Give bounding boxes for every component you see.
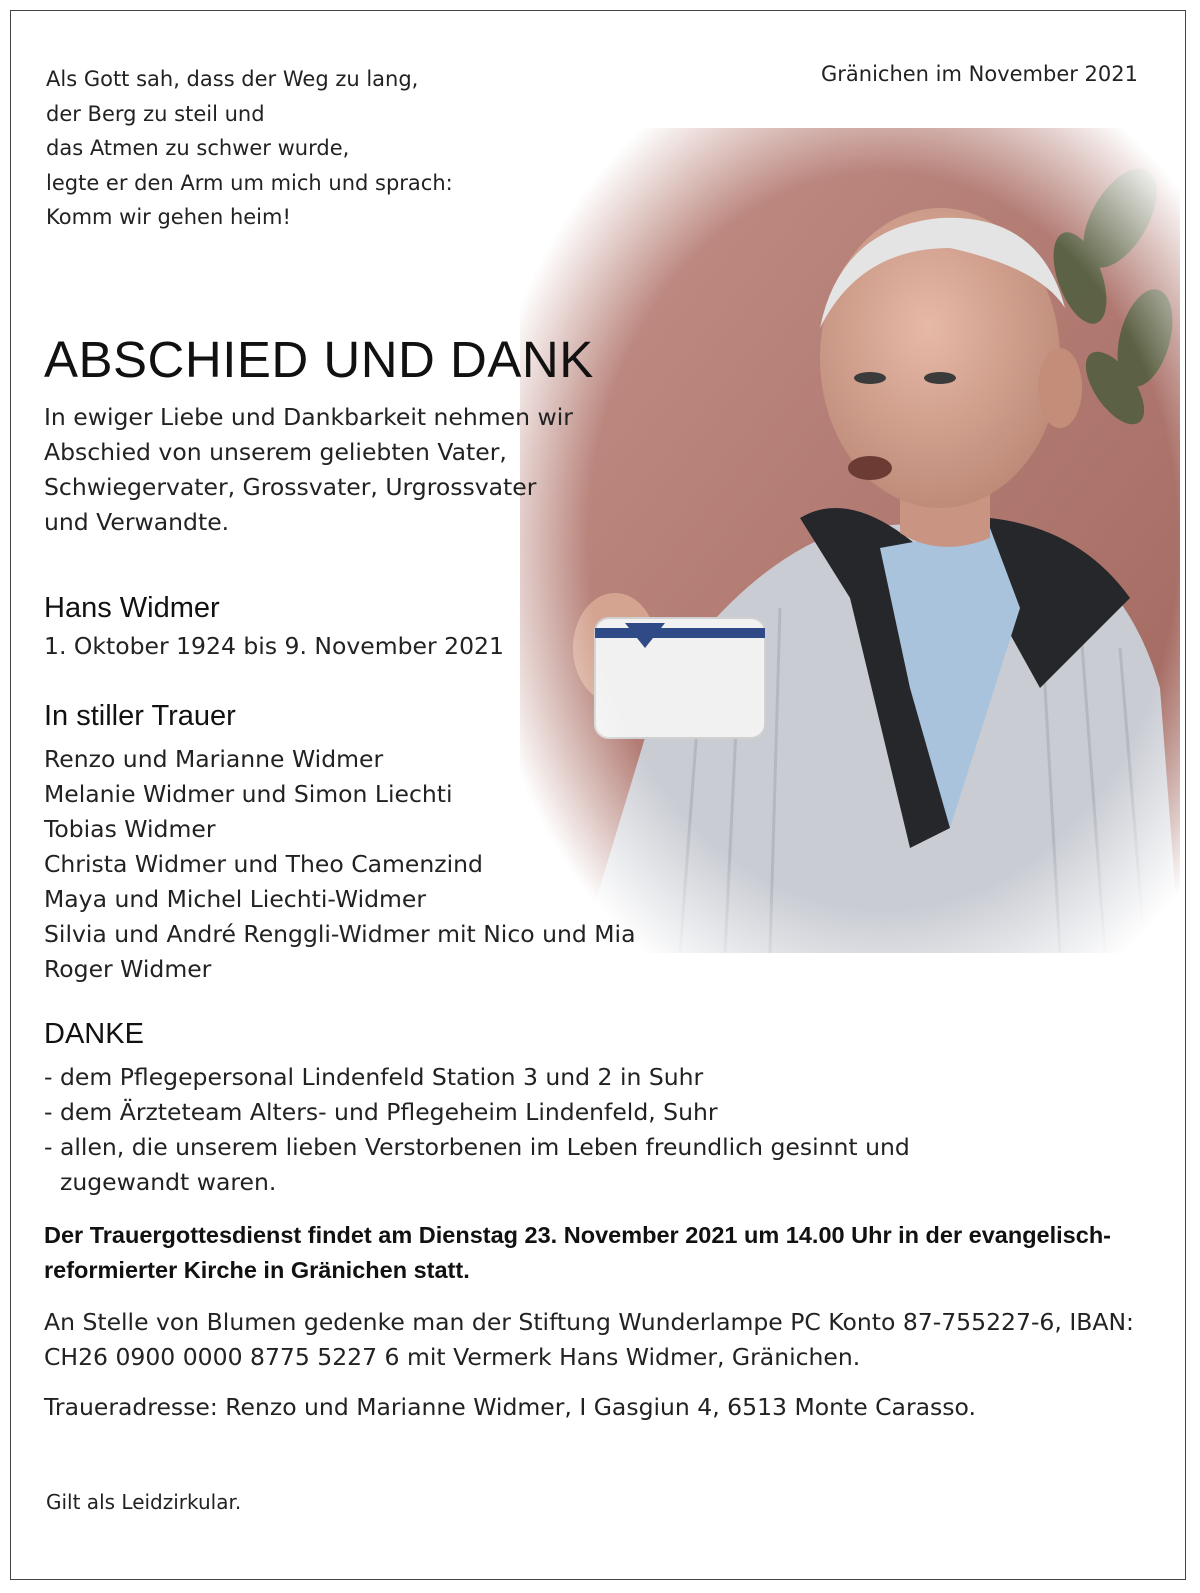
thanks-bullet: - — [44, 1098, 53, 1126]
deceased-name: Hans Widmer — [44, 592, 220, 624]
poem-line: legte er den Arm um mich und sprach: — [46, 170, 453, 195]
mourners-heading: In stiller Trauer — [44, 700, 236, 732]
intro-line: Abschied von unserem geliebten Vater, — [44, 438, 507, 466]
thanks-bullet: - — [44, 1133, 53, 1161]
dateline: Gränichen im November 2021 — [820, 62, 1138, 86]
thanks-item — [44, 1060, 1134, 1095]
footer-note: Gilt als Leidzirkular. — [46, 1490, 242, 1514]
intro-text — [44, 400, 573, 540]
poem-line: der Berg zu steil und — [46, 101, 265, 126]
thanks-item-text: dem Ärzteteam Alters- und Pflegeheim Lindenfeld, Suhr — [60, 1098, 718, 1126]
mourner-name: Christa Widmer und Theo Camenzind — [44, 850, 483, 878]
thanks-item-text: allen, die unserem lieben Verstorbenen im Leben freundlich gesinnt und zugewandt waren. — [60, 1133, 910, 1196]
thanks-item-text: dem Pflegepersonal Lindenfeld Station 3 und 2 in Suhr — [60, 1063, 704, 1091]
thanks-bullet: - — [44, 1063, 53, 1091]
mourner-name: Melanie Widmer und Simon Liechti — [44, 780, 453, 808]
mourner-name: Silvia und André Renggli-Widmer mit Nico und Mia — [44, 920, 636, 948]
mourning-address: Traueradresse: Renzo und Marianne Widmer, I Gasgiun 4, 6513 Monte Carasso. — [44, 1393, 976, 1421]
thanks-list — [44, 1060, 1134, 1200]
service-announcement: Der Trauergottesdienst findet am Dienstag 23. November 2021 um 14.00 Uhr in der evangelisch-reformierter Kirche in Gränichen statt. — [44, 1222, 1112, 1283]
poem-line: Komm wir gehen heim! — [46, 205, 291, 229]
mourner-name: Tobias Widmer — [44, 815, 216, 843]
mourners-list — [44, 742, 635, 987]
deceased-lifespan: 1. Oktober 1924 bis 9. November 2021 — [44, 632, 504, 660]
poem — [46, 62, 453, 235]
poem-line: das Atmen zu schwer wurde, — [46, 136, 350, 160]
donation-note: An Stelle von Blumen gedenke man der Stiftung Wunderlampe PC Konto 87-755227-6, IBAN: CH26 0900 0000 8775 5227 6 mit Vermerk Hans Widmer, Gränichen. — [44, 1308, 1134, 1371]
intro-line: und Verwandte. — [44, 508, 230, 536]
mourner-name: Renzo und Marianne Widmer — [44, 745, 384, 773]
poem-line: Als Gott sah, dass der Weg zu lang, — [46, 67, 419, 91]
mourner-name: Roger Widmer — [44, 955, 212, 983]
page-title: ABSCHIED UND DANK — [44, 331, 594, 388]
thanks-item — [44, 1130, 1134, 1200]
intro-line: In ewiger Liebe und Dankbarkeit nehmen wir — [44, 403, 573, 431]
intro-line: Schwiegervater, Grossvater, Urgrossvater — [44, 473, 537, 501]
thanks-item — [44, 1095, 1134, 1130]
mourner-name: Maya und Michel Liechti-Widmer — [44, 885, 427, 913]
thanks-heading: DANKE — [44, 1018, 144, 1050]
